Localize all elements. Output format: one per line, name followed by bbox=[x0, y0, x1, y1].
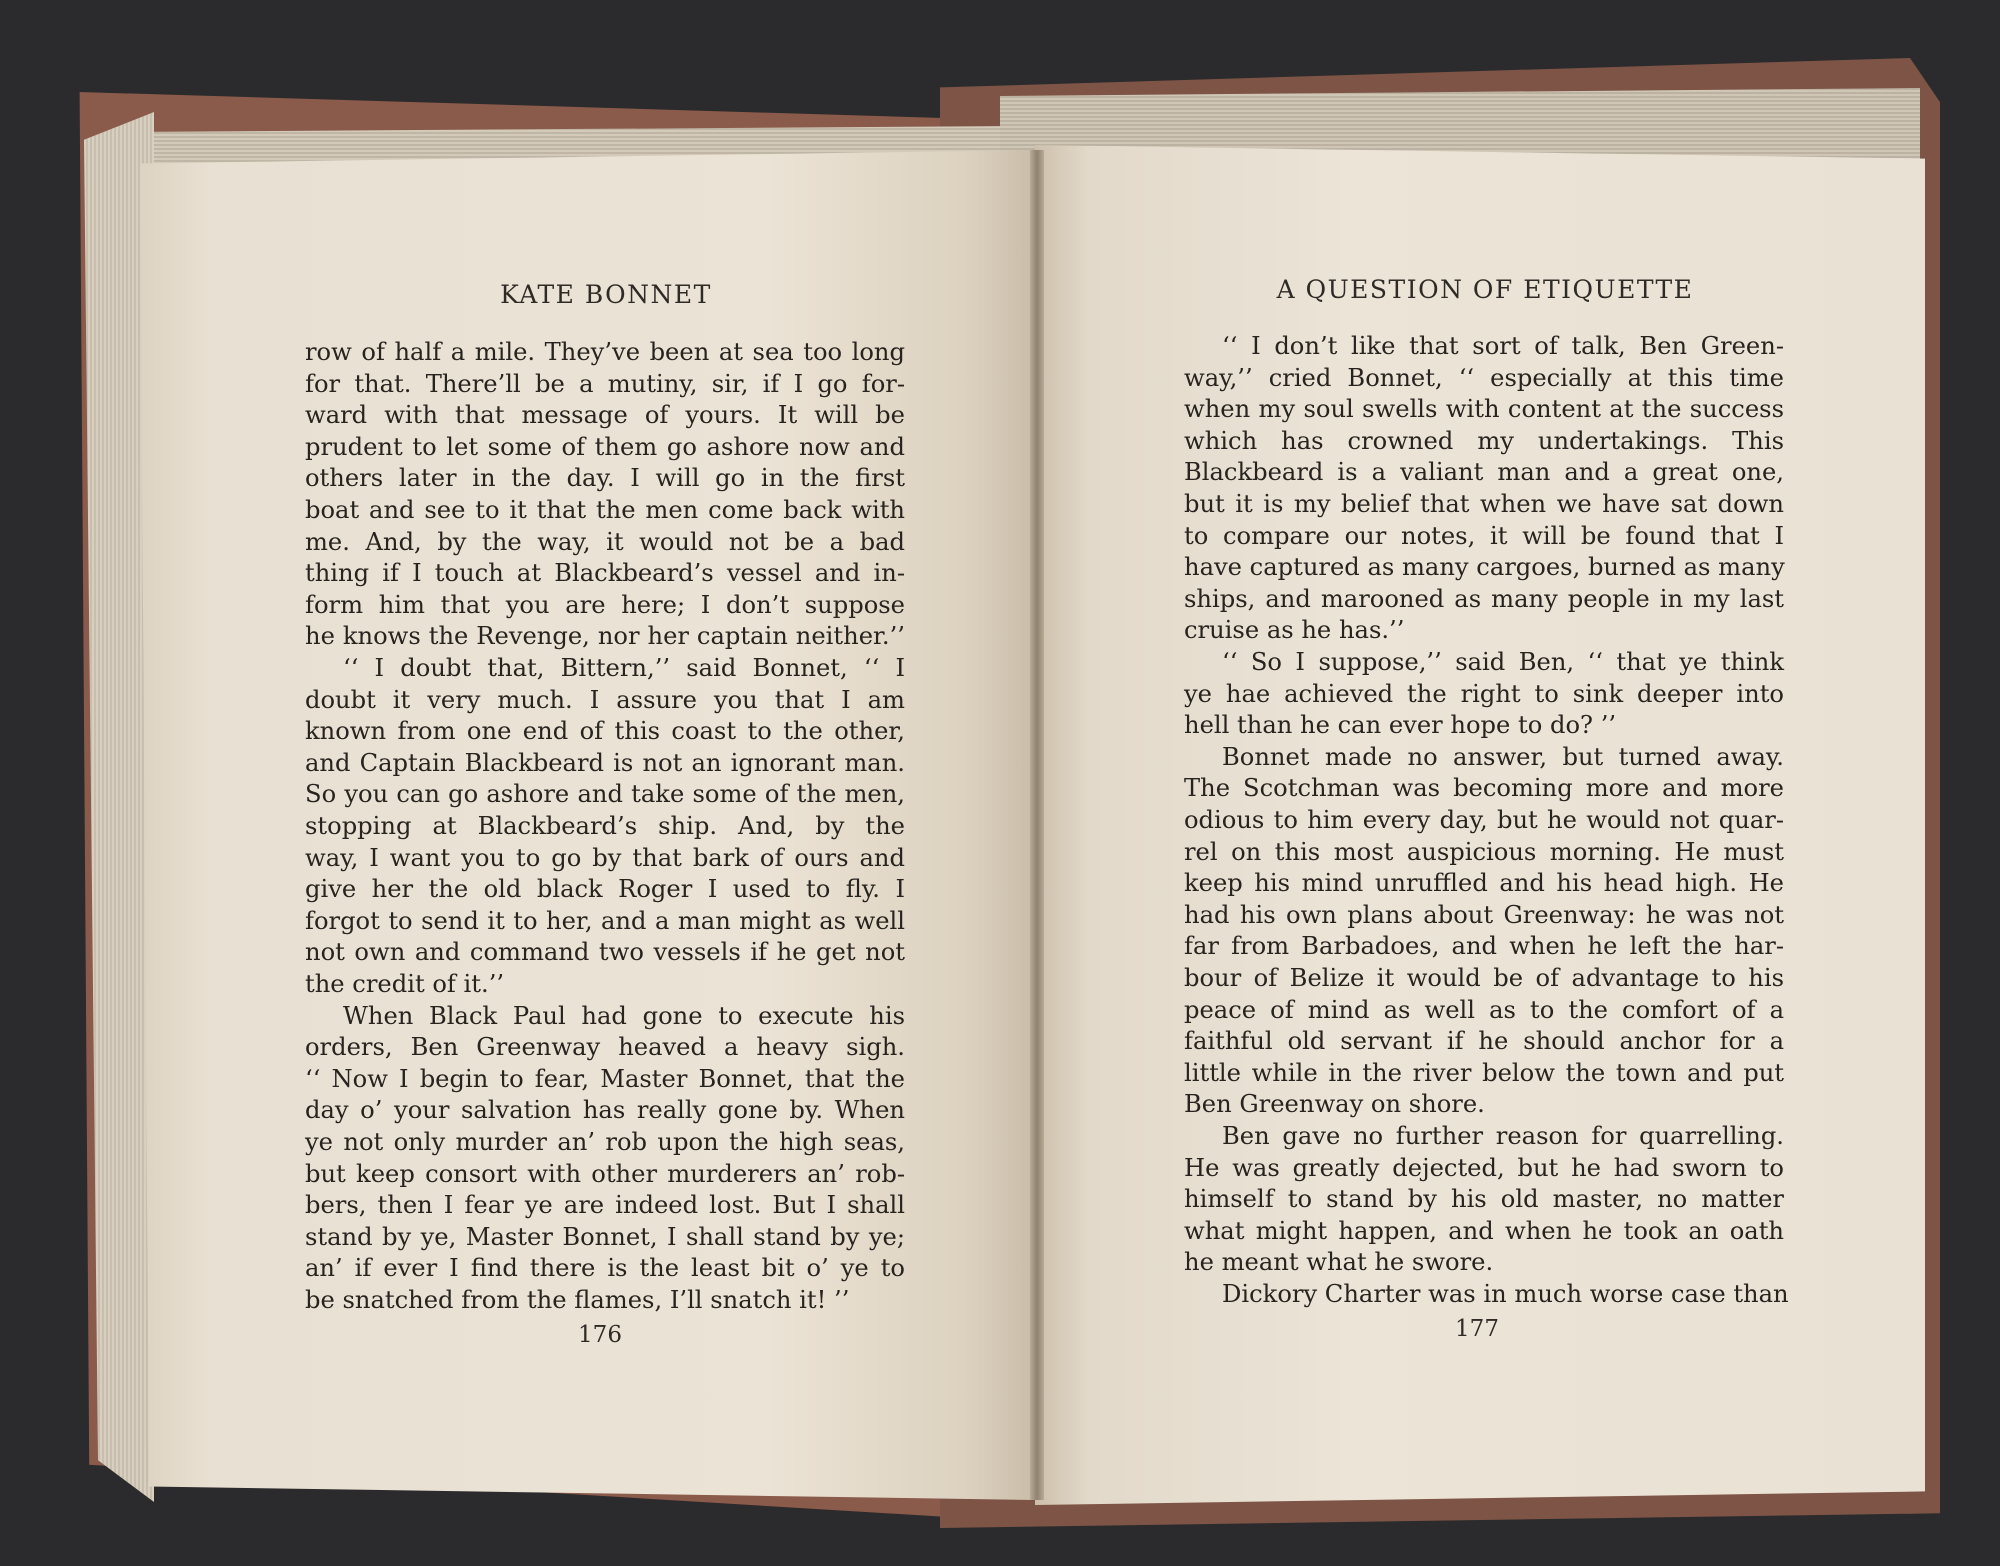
text-line: himself to stand by his old master, no matter bbox=[1184, 1185, 1784, 1214]
text-line: he knows the Revenge, nor her captain neither.’’ bbox=[305, 622, 905, 651]
text-line: ye not only murder an’ rob upon the high seas, bbox=[305, 1128, 905, 1156]
text-line: ‘‘ I don’t like that sort of talk, Ben Green- bbox=[1222, 332, 1784, 360]
text-line: he meant what he swore. bbox=[1184, 1248, 1494, 1277]
text-line: which has crowned my undertakings. This bbox=[1184, 426, 1784, 455]
text-line: prudent to let some of them go ashore now and bbox=[305, 432, 905, 461]
text-line: thing if I touch at Blackbeard’s vessel and in- bbox=[305, 559, 905, 588]
text-line: what might happen, and when he took an oath bbox=[1184, 1216, 1784, 1245]
text-line: orders, Ben Greenway heaved a heavy sigh. bbox=[305, 1033, 905, 1062]
text-line: far from Barbadoes, and when he left the har- bbox=[1184, 932, 1784, 961]
text-line: way, I want you to go by that bark of ours and bbox=[305, 843, 905, 872]
text-line: ward with that message of yours. It will be bbox=[305, 401, 905, 430]
text-line: ‘‘ Now I begin to fear, Master Bonnet, that the bbox=[305, 1064, 905, 1093]
text-line: give her the old black Roger I used to fly. I bbox=[305, 875, 905, 904]
text-line: not own and command two vessels if he get not bbox=[305, 938, 905, 967]
text-line: stopping at Blackbeard’s ship. And, by the bbox=[305, 812, 905, 840]
text-line: So you can go ashore and take some of the men, bbox=[305, 780, 905, 809]
text-line: form him that you are here; I don’t suppose bbox=[305, 590, 905, 619]
text-line: Blackbeard is a valiant man and a great one, bbox=[1184, 458, 1784, 487]
text-line: rel on this most auspicious morning. He must bbox=[1184, 837, 1784, 866]
text-line: He was greatly dejected, but he had sworn to bbox=[1184, 1153, 1784, 1182]
text-line: the credit of it.’’ bbox=[305, 970, 505, 998]
text-line: Ben Greenway on shore. bbox=[1184, 1090, 1485, 1119]
text-line: cruise as he has.’’ bbox=[1184, 616, 1405, 645]
text-line: have captured as many cargoes, burned as many bbox=[1184, 553, 1785, 582]
text-line: day o’ your salvation has really gone by. When bbox=[305, 1096, 905, 1125]
text-line: little while in the river below the town and put bbox=[1184, 1058, 1784, 1087]
text-line: but it is my belief that when we have sat down bbox=[1184, 490, 1784, 518]
text-line: way,’’ cried Bonnet, ‘‘ especially at this time bbox=[1184, 363, 1784, 392]
text-line: faithful old servant if he should anchor for a bbox=[1184, 1027, 1784, 1056]
right-page-number: 177 bbox=[1455, 1316, 1499, 1342]
right-running-head: A QUESTION OF ETIQUETTE bbox=[1276, 275, 1694, 304]
text-line: The Scotchman was becoming more and more bbox=[1184, 774, 1784, 803]
text-line: peace of mind as well as to the comfort of a bbox=[1184, 995, 1784, 1024]
text-line: row of half a mile. They’ve been at sea too long bbox=[305, 338, 905, 366]
text-line: Dickory Charter was in much worse case than bbox=[1222, 1280, 1789, 1308]
text-line: an’ if ever I find there is the least bit o’ ye to bbox=[305, 1254, 905, 1283]
text-line: odious to him every day, but he would not quar- bbox=[1184, 806, 1784, 834]
text-line: keep his mind unruffled and his head high. He bbox=[1184, 869, 1784, 898]
text-line: doubt it very much. I assure you that I am bbox=[305, 685, 905, 714]
text-line: Bonnet made no answer, but turned away. bbox=[1222, 742, 1784, 771]
text-line: but keep consort with other murderers an’ rob- bbox=[305, 1159, 905, 1188]
text-line: others later in the day. I will go in the first bbox=[305, 464, 905, 493]
text-line: boat and see to it that the men come back with bbox=[305, 496, 905, 524]
text-line: for that. There’ll be a mutiny, sir, if I go for- bbox=[305, 369, 905, 398]
text-line: bers, then I fear ye are indeed lost. But I shall bbox=[305, 1191, 905, 1220]
text-line: had his own plans about Greenway: he was not bbox=[1184, 900, 1784, 929]
book-gutter bbox=[1030, 150, 1044, 1500]
left-running-head: KATE BONNET bbox=[500, 280, 712, 309]
text-line: when my soul swells with content at the success bbox=[1184, 395, 1784, 424]
text-line: When Black Paul had gone to execute his bbox=[343, 1001, 905, 1030]
text-line: to compare our notes, it will be found that I bbox=[1184, 521, 1784, 550]
text-line: ye hae achieved the right to sink deeper into bbox=[1184, 679, 1784, 708]
text-line: ‘‘ So I suppose,’’ said Ben, ‘‘ that ye think bbox=[1222, 648, 1784, 676]
text-line: ‘‘ I doubt that, Bittern,’’ said Bonnet, ‘‘ I bbox=[343, 654, 905, 682]
text-line: and Captain Blackbeard is not an ignorant man. bbox=[305, 748, 905, 777]
text-line: be snatched from the flames, I’ll snatch it! ’’ bbox=[305, 1286, 850, 1314]
left-page-number: 176 bbox=[578, 1322, 622, 1348]
text-line: known from one end of this coast to the other, bbox=[305, 717, 905, 746]
text-line: hell than he can ever hope to do? ’’ bbox=[1184, 711, 1617, 740]
text-line: stand by ye, Master Bonnet, I shall stand by ye; bbox=[305, 1222, 905, 1251]
text-line: bour of Belize it would be of advantage to his bbox=[1184, 964, 1784, 992]
text-line: forgot to send it to her, and a man might as well bbox=[305, 906, 905, 935]
text-line: ships, and marooned as many people in my last bbox=[1184, 584, 1784, 613]
text-line: Ben gave no further reason for quarrelling. bbox=[1222, 1122, 1784, 1150]
text-line: me. And, by the way, it would not be a bad bbox=[305, 527, 905, 556]
